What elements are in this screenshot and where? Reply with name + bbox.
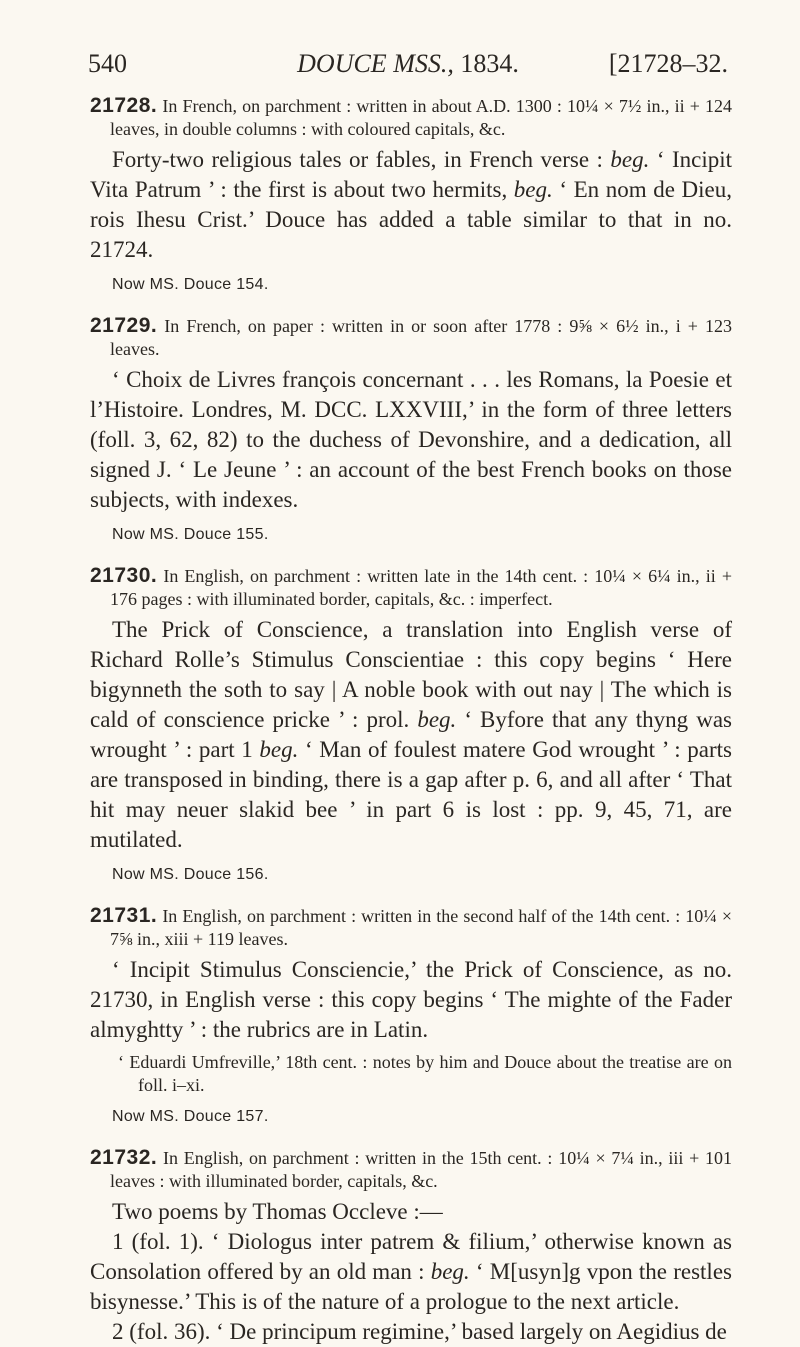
entry-description: ‘ Choix de Livres françois concernant . . . les Romans, la Poesie et l’Histoire. Londres, M. DCC. LXXVIII,’ in the form of three letters (foll. 3, 62, 82) to the duchess of Devonshire, and a dedication, all signed J. ‘ Le Jeune ’ : an account of the best French books on those subjects, with indexes.	[90, 367, 732, 512]
shelfmark-text: Now MS. Douce 154.	[112, 276, 269, 293]
shelfmark	[112, 271, 732, 297]
entry-header	[90, 314, 732, 361]
shelfmark-text: Now MS. Douce 155.	[112, 526, 269, 543]
entry-header	[90, 564, 732, 611]
entry-number: 21731.	[90, 904, 158, 927]
entry-21730	[90, 564, 732, 887]
entry-header	[90, 1146, 732, 1193]
desc-text: Forty-two religious tales or fables, in French verse :	[112, 147, 611, 172]
entry-description	[90, 615, 732, 855]
beg-abbrev: beg.	[259, 737, 299, 762]
entry-range: [21728–32.	[608, 49, 728, 78]
desc-text: ‘ Byfore that any thyng was wrought ’ : part 1	[90, 707, 732, 762]
entry-21729	[90, 314, 732, 547]
desc-text: The Prick of Conscience, a translation into English verse of Richard Rolle’s Stimulus Conscientiae : this copy begins ‘ Here bigynneth the soth to say | A noble book with out nay | The which is cald of conscience pricke ’ : prol.	[90, 617, 732, 732]
entry-number: 21730.	[90, 564, 158, 587]
entry-description	[90, 145, 732, 265]
beg-abbrev: beg.	[513, 177, 553, 202]
poem-item-1	[90, 1227, 732, 1317]
page-body	[90, 94, 732, 1347]
shelfmark	[112, 1103, 732, 1129]
beg-abbrev: beg.	[417, 707, 457, 732]
entry-21731	[90, 904, 732, 1129]
entry-21732	[90, 1146, 732, 1347]
shelfmark-text: Now MS. Douce 157.	[112, 1108, 269, 1125]
entry-header-text: In English, on parchment : written in the 15th cent. : 10¼ × 7¼ in., iii + 101 leaves : with illuminated border, capitals, &c.	[110, 1148, 733, 1191]
entry-description: Two poems by Thomas Occleve :—	[112, 1199, 443, 1224]
entry-header-text: In English, on parchment : written in the second half of the 14th cent. : 10¼ × 7⅝ in., xiii + 119 leaves.	[110, 906, 732, 949]
entry-description: ‘ Incipit Stimulus Consciencie,’ the Prick of Conscience, as no. 21730, in English verse : this copy begins ‘ The mighte of the Fader almyghtty ’ : the rubrics are in Latin.	[90, 957, 732, 1042]
beg-abbrev: beg.	[430, 1259, 470, 1284]
desc-text: ‘ En nom de Dieu, rois Ihesu Crist.’ Douce has added a table similar to that in no. 21724.	[90, 177, 733, 262]
shelfmark	[112, 521, 732, 547]
entry-number: 21728.	[90, 94, 158, 117]
entry-number: 21732.	[90, 1146, 158, 1169]
item-text: ‘ M[usyn]g vpon the restles bisynesse.’ This is of the nature of a prologue to the next article.	[90, 1259, 732, 1314]
desc-text: ‘ Incipit Vita Patrum ’ : the first is about two hermits,	[90, 147, 732, 202]
provenance-note: ‘ Eduardi Umfreville,’ 18th cent. : notes by him and Douce about the treatise are on foll. i–xi.	[118, 1052, 732, 1095]
running-head	[88, 44, 728, 84]
running-title-text: DOUCE MSS.,	[297, 49, 454, 78]
entry-header	[90, 904, 732, 951]
entry-21728	[90, 94, 732, 297]
entry-header-text: In English, on parchment : written late in the 14th cent. : 10¼ × 6¼ in., ii + 176 pages : with illuminated border, capitals, &c. : imperfect.	[110, 566, 732, 609]
entry-header-text: In French, on paper : written in or soon after 1778 : 9⅝ × 6½ in., i + 123 leaves.	[110, 316, 732, 359]
desc-text: ‘ Man of foulest matere God wrought ’ : parts are transposed in binding, there is a gap after p. 6, and all after ‘ That hit may neuer slakid bee ’ in part 6 is lost : pp. 9, 45, 71, are mutilated.	[90, 737, 732, 852]
entry-header-text: In French, on parchment : written in about A.D. 1300 : 10¼ × 7½ in., ii + 124 leaves, in double columns : with coloured capitals, &c.	[110, 96, 733, 139]
beg-abbrev: beg.	[610, 147, 650, 172]
shelfmark	[112, 861, 732, 887]
poem-item-2: 2 (fol. 36). ‘ De principum regimine,’ based largely on Aegidius de	[112, 1319, 727, 1344]
running-title-year: 1834.	[460, 49, 519, 78]
entry-number: 21729.	[90, 314, 158, 337]
shelfmark-text: Now MS. Douce 156.	[112, 866, 269, 883]
entry-header	[90, 94, 732, 141]
page-number: 540	[88, 49, 127, 78]
item-text: 1 (fol. 1). ‘ Diologus inter patrem & filium,’ otherwise known as Consolation offered by an old man :	[90, 1229, 732, 1284]
